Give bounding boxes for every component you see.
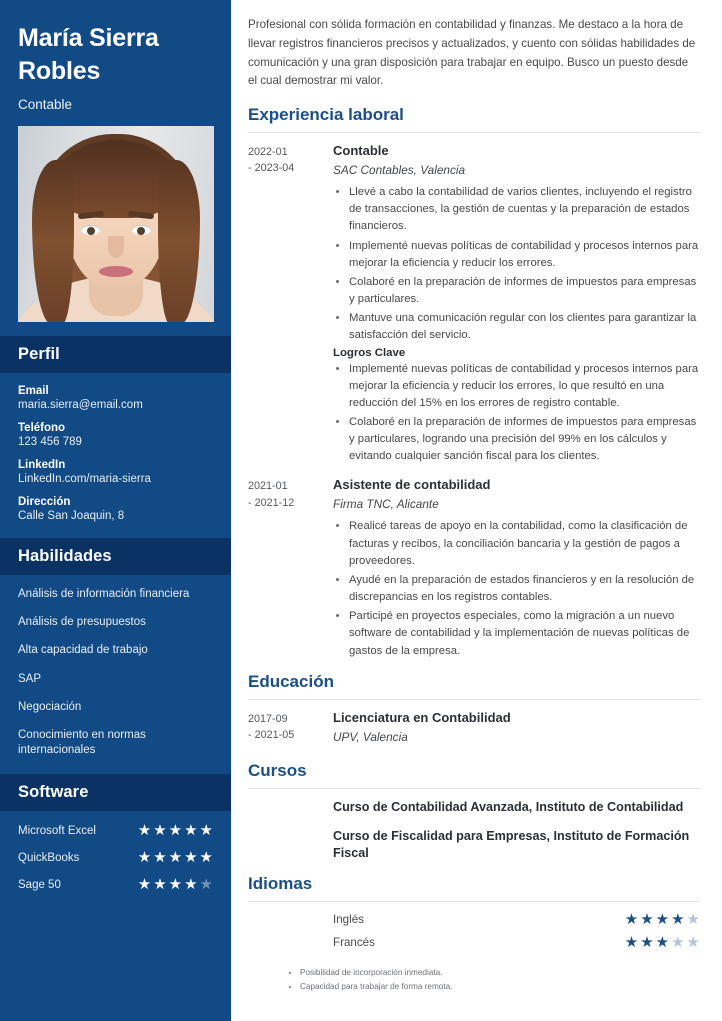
experience-heading: Experiencia laboral xyxy=(248,105,700,133)
section-header-habilidades xyxy=(0,538,231,575)
contact-value[interactable]: maria.sierra@email.com xyxy=(18,399,143,411)
star-icon: ★ xyxy=(655,934,670,952)
star-icon: ★ xyxy=(671,911,685,929)
footer-notes xyxy=(248,966,700,994)
star-icon: ★ xyxy=(137,822,152,840)
entry-dates xyxy=(248,710,328,751)
list-item xyxy=(18,850,213,865)
rating-stars xyxy=(625,935,700,950)
contact-value[interactable]: 123 456 789 xyxy=(18,436,82,448)
star-icon: ★ xyxy=(686,934,700,952)
courses-heading: Cursos xyxy=(248,761,700,789)
list-item: SAP xyxy=(18,672,42,685)
section-header-software xyxy=(0,774,231,811)
professional-summary: Profesional con sólida formación en contabilidad y finanzas. Me destaco a la hora de llevar registros financieros precisos y actualizados, y cuento con sólidas habilidades de comunicación y una gran disposición para trabajar en equipo. Busco un puesto desde el cual demostrar mi valor. xyxy=(248,18,696,88)
job-title: Contable xyxy=(18,97,73,112)
habilidades-heading: Habilidades xyxy=(18,547,112,565)
list-item: • Implementé nuevas políticas de contabilidad y procesos internos para mejorar la eficiencia y reducir los errores. xyxy=(349,238,700,272)
portrait-photo xyxy=(18,126,214,322)
list-item: Análisis de información financiera xyxy=(18,588,190,600)
list-item: • Colaboré en la preparación de informes de impuestos para empresas y particulares, logrando una precisión del 99% en los cálculos y evitando cualquier sanción fiscal para los clientes. xyxy=(349,414,700,465)
skills-list xyxy=(0,575,231,758)
date-end: - 2021-05 xyxy=(248,728,295,741)
list-item: Negociación xyxy=(18,700,82,713)
star-icon: ★ xyxy=(153,849,167,867)
contact-item-direccion xyxy=(18,496,213,522)
entry-dates xyxy=(248,477,328,661)
list-item xyxy=(18,823,213,838)
contact-value[interactable]: LinkedIn.com/maria-sierra xyxy=(18,473,151,485)
avatar xyxy=(18,126,214,322)
education-heading: Educación xyxy=(248,672,700,700)
rating-stars xyxy=(138,823,213,838)
course-title: Curso de Fiscalidad para Empresas, Instituto de Formación Fiscal xyxy=(333,828,690,861)
contact-label: LinkedIn xyxy=(18,459,66,471)
star-icon: ★ xyxy=(199,822,213,840)
rating-stars xyxy=(625,912,700,927)
star-icon: ★ xyxy=(671,934,685,952)
star-icon: ★ xyxy=(184,876,198,894)
star-icon: ★ xyxy=(184,849,198,867)
list-item: • Implementé nuevas políticas de contabilidad y procesos internos para mejorar la eficiencia y reducir los errores, lo que resultó en una reducción del 15% en los errores de registro contable. xyxy=(349,361,700,412)
star-icon: ★ xyxy=(655,911,670,929)
software-name: Microsoft Excel xyxy=(18,824,96,837)
star-icon: ★ xyxy=(686,911,700,929)
star-icon: ★ xyxy=(168,822,183,840)
perfil-heading: Perfil xyxy=(18,345,60,363)
achievements-subheading: Logros Clave xyxy=(333,346,406,359)
star-icon: ★ xyxy=(640,911,654,929)
list-item: • Posibilidad de incorporación inmediata. xyxy=(300,966,700,980)
sidebar-header xyxy=(0,0,231,112)
language-name: Francés xyxy=(333,936,375,950)
entry-role: Contable xyxy=(333,143,389,159)
contact-item-linkedin xyxy=(18,459,213,485)
entry-dates xyxy=(248,828,328,864)
rating-stars xyxy=(138,877,213,892)
entry-bullets xyxy=(333,518,700,659)
entry-bullets xyxy=(333,184,700,344)
list-item xyxy=(18,877,213,892)
software-heading: Software xyxy=(18,783,89,802)
entry-role: Asistente de contabilidad xyxy=(333,477,491,493)
course-title: Curso de Contabilidad Avanzada, Instituto de Contabilidad xyxy=(333,799,684,814)
software-name: QuickBooks xyxy=(18,851,80,864)
language-name: Inglés xyxy=(333,913,364,927)
language-entry xyxy=(248,912,700,927)
star-icon: ★ xyxy=(624,934,639,952)
list-item: • Capacidad para trabajar de forma remota. xyxy=(300,980,700,994)
star-icon: ★ xyxy=(184,822,198,840)
date-start: 2021-01 xyxy=(248,480,288,493)
sidebar xyxy=(0,0,231,1021)
language-entry xyxy=(248,935,700,950)
experience-entry xyxy=(248,477,700,661)
main-content xyxy=(231,0,722,1021)
languages-heading: Idiomas xyxy=(248,874,700,902)
list-item: • Realicé tareas de apoyo en la contabilidad, como la clasificación de facturas y recibos, la conciliación bancaria y la gestión de pagos a proveedores. xyxy=(349,518,700,569)
star-icon: ★ xyxy=(168,876,183,894)
contact-label: Teléfono xyxy=(18,422,66,434)
star-icon: ★ xyxy=(137,876,152,894)
star-icon: ★ xyxy=(199,849,213,867)
degree-title: Licenciatura en Contabilidad xyxy=(333,709,511,725)
education-entry xyxy=(248,710,700,751)
experience-entry xyxy=(248,143,700,467)
institution: UPV, Valencia xyxy=(333,729,408,744)
star-icon: ★ xyxy=(640,934,654,952)
page-title: María Sierra Robles xyxy=(18,24,159,85)
star-icon: ★ xyxy=(168,849,183,867)
entry-dates xyxy=(248,143,328,467)
list-item: Alta capacidad de trabajo xyxy=(18,644,148,657)
list-item: • Mantuve una comunicación regular con los clientes para garantizar la satisfacción del servicio. xyxy=(349,310,700,344)
date-end: - 2021-12 xyxy=(248,496,295,509)
list-item: Conocimiento en normas internacionales xyxy=(18,728,146,757)
software-name: Sage 50 xyxy=(18,878,61,891)
contact-label: Email xyxy=(18,385,49,397)
list-item: • Colaboré en la preparación de informes de impuestos para empresas y particulares. xyxy=(349,274,700,308)
entry-org: SAC Contables, Valencia xyxy=(333,163,466,178)
achievement-bullets xyxy=(333,361,700,466)
section-header-perfil xyxy=(0,336,231,373)
list-item: • Ayudé en la preparación de estados financieros y en la resolución de discrepancias en los registros contables. xyxy=(349,572,700,606)
software-list xyxy=(0,811,231,892)
date-start: 2017-09 xyxy=(248,712,288,725)
star-icon: ★ xyxy=(153,822,167,840)
contact-item-telefono xyxy=(18,422,213,448)
star-icon: ★ xyxy=(137,849,152,867)
contact-value: Calle San Joaquin, 8 xyxy=(18,510,125,522)
contact-item-email xyxy=(18,385,213,411)
course-entry xyxy=(248,828,700,864)
entry-body xyxy=(328,143,700,467)
entry-body xyxy=(328,477,700,661)
rating-stars xyxy=(138,850,213,865)
contact-label: Dirección xyxy=(18,496,71,508)
list-item: • Participé en proyectos especiales, como la migración a un nuevo software de contabilidad y la implementación de nuevas políticas de gastos de la empresa. xyxy=(349,608,700,659)
star-icon: ★ xyxy=(624,911,639,929)
entry-body xyxy=(328,710,700,751)
star-icon: ★ xyxy=(153,876,167,894)
contact-list xyxy=(0,373,231,522)
list-item: • Llevé a cabo la contabilidad de varios clientes, incluyendo el registro de transacciones, la gestión de cuentas y la preparación de estados financieros. xyxy=(349,184,700,235)
entry-org: Firma TNC, Alicante xyxy=(333,497,439,512)
list-item: Análisis de presupuestos xyxy=(18,616,146,629)
date-end: - 2023-04 xyxy=(248,162,295,175)
entry-dates xyxy=(248,799,328,817)
star-icon: ★ xyxy=(199,876,213,894)
date-start: 2022-01 xyxy=(248,146,288,159)
course-entry xyxy=(248,799,700,817)
